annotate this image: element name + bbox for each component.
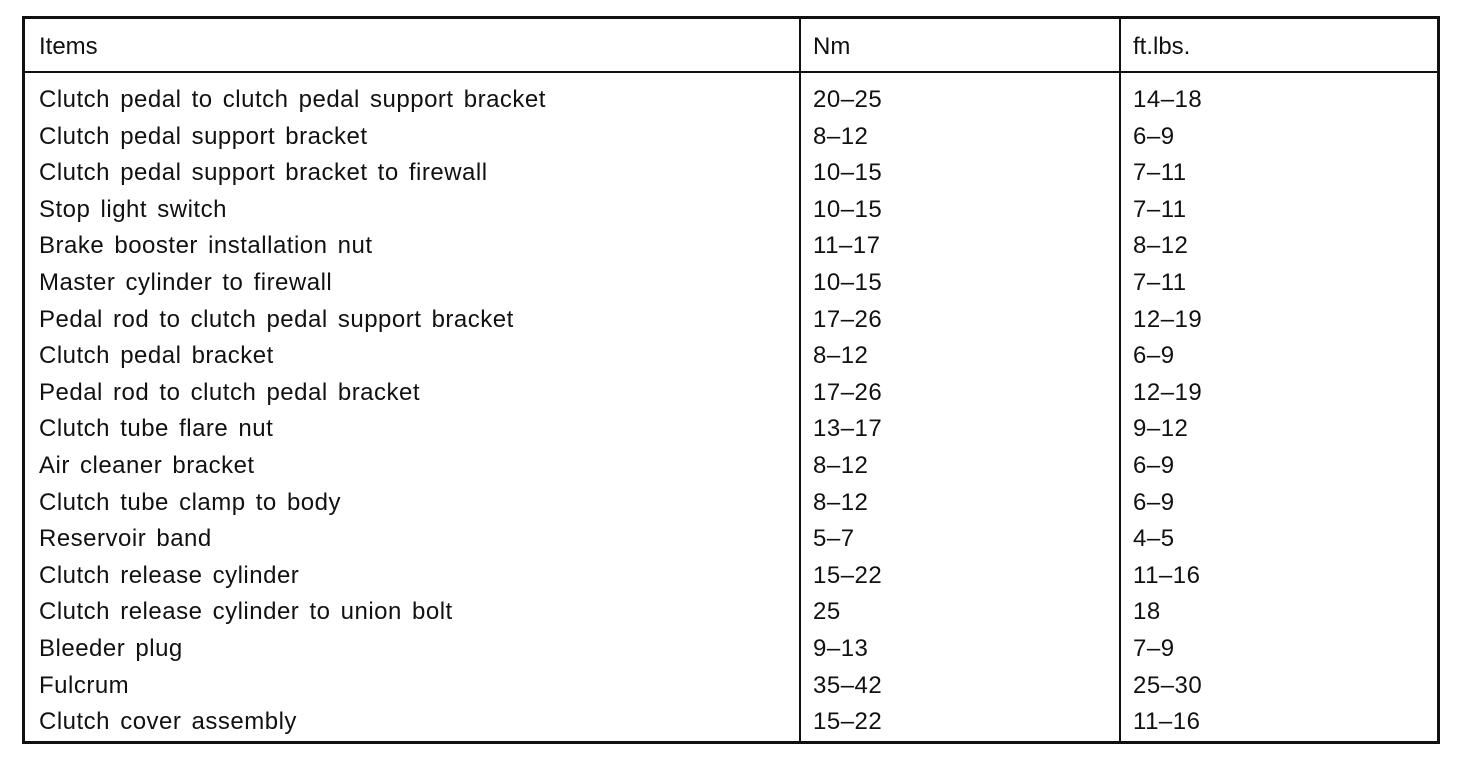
table-row: [25, 411, 1437, 448]
table-row: [25, 119, 1437, 156]
table-row: [25, 448, 1437, 485]
row-nm-cell: 35–42: [813, 671, 883, 699]
table-row: [25, 521, 1437, 558]
row-item-cell: Clutch cover assembly: [39, 708, 297, 736]
row-item-cell: Fulcrum: [39, 671, 130, 699]
row-ftlbs-cell: 6–9: [1133, 488, 1175, 516]
row-ftlbs-cell: 6–9: [1133, 451, 1175, 479]
row-ftlbs-cell: 9–12: [1133, 415, 1189, 443]
row-nm-cell: 13–17: [813, 415, 883, 443]
row-item-cell: Clutch pedal support bracket to firewall: [39, 159, 488, 187]
header-items: Items: [39, 33, 98, 60]
row-nm-cell: 15–22: [813, 708, 883, 736]
table-row: [25, 338, 1437, 375]
table-row: [25, 265, 1437, 302]
header-nm: Nm: [813, 33, 851, 60]
row-ftlbs-cell: 6–9: [1133, 122, 1175, 150]
row-ftlbs-cell: 6–9: [1133, 342, 1175, 370]
row-nm-cell: 8–12: [813, 488, 869, 516]
row-item-cell: Bleeder plug: [39, 634, 183, 662]
row-ftlbs-cell: 14–18: [1133, 86, 1203, 113]
row-nm-cell: 8–12: [813, 342, 869, 370]
row-ftlbs-cell: 4–5: [1133, 525, 1175, 553]
row-ftlbs-cell: 12–19: [1133, 378, 1203, 406]
row-ftlbs-cell: 8–12: [1133, 232, 1189, 260]
row-ftlbs-cell: 11–16: [1133, 708, 1201, 736]
row-ftlbs-cell: 11–16: [1133, 561, 1201, 589]
row-item-cell: Pedal rod to clutch pedal bracket: [39, 378, 421, 406]
table-row: [25, 558, 1437, 595]
row-nm-cell: 10–15: [813, 159, 883, 187]
row-item-cell: Air cleaner bracket: [39, 451, 255, 479]
header-divider: [25, 71, 1437, 73]
row-ftlbs-cell: 12–19: [1133, 305, 1203, 333]
row-item-cell: Clutch pedal support bracket: [39, 122, 368, 150]
row-nm-cell: 20–25: [813, 86, 883, 113]
row-nm-cell: 8–12: [813, 122, 869, 150]
row-ftlbs-cell: 18: [1133, 598, 1161, 626]
table-row: [25, 375, 1437, 412]
table-row: [25, 82, 1437, 119]
row-ftlbs-cell: 7–11: [1133, 268, 1187, 296]
row-item-cell: Master cylinder to firewall: [39, 268, 333, 296]
row-nm-cell: 9–13: [813, 634, 869, 662]
table-row: [25, 485, 1437, 522]
row-item-cell: Clutch pedal bracket: [39, 342, 274, 370]
row-item-cell: Clutch tube clamp to body: [39, 488, 341, 516]
row-ftlbs-cell: 7–11: [1133, 159, 1187, 187]
row-item-cell: Pedal rod to clutch pedal support bracket: [39, 305, 514, 333]
row-item-cell: Clutch pedal to clutch pedal support bracket: [39, 86, 546, 113]
row-item-cell: Reservoir band: [39, 525, 212, 553]
table-row: [25, 228, 1437, 265]
row-item-cell: Brake booster installation nut: [39, 232, 373, 260]
table-row: [25, 704, 1437, 741]
row-nm-cell: 25: [813, 598, 841, 626]
row-nm-cell: 17–26: [813, 305, 883, 333]
row-nm-cell: 10–15: [813, 195, 883, 223]
row-item-cell: Clutch tube flare nut: [39, 415, 274, 443]
row-item-cell: Clutch release cylinder to union bolt: [39, 598, 453, 626]
row-nm-cell: 17–26: [813, 378, 883, 406]
table-body: [25, 82, 1437, 741]
row-item-cell: Clutch release cylinder: [39, 561, 300, 589]
row-nm-cell: 5–7: [813, 525, 855, 553]
table-row: [25, 631, 1437, 668]
row-ftlbs-cell: 7–11: [1133, 195, 1187, 223]
row-nm-cell: 10–15: [813, 268, 883, 296]
header-ftlbs: ft.lbs.: [1133, 33, 1191, 60]
table-row: [25, 302, 1437, 339]
table-row: [25, 668, 1437, 705]
row-nm-cell: 8–12: [813, 451, 869, 479]
row-ftlbs-cell: 25–30: [1133, 671, 1203, 699]
table-row: [25, 192, 1437, 229]
row-nm-cell: 15–22: [813, 561, 883, 589]
row-ftlbs-cell: 7–9: [1133, 634, 1175, 662]
torque-spec-table: [22, 16, 1440, 744]
row-item-cell: Stop light switch: [39, 195, 227, 223]
table-row: [25, 594, 1437, 631]
table-row: [25, 155, 1437, 192]
row-nm-cell: 11–17: [813, 232, 881, 260]
